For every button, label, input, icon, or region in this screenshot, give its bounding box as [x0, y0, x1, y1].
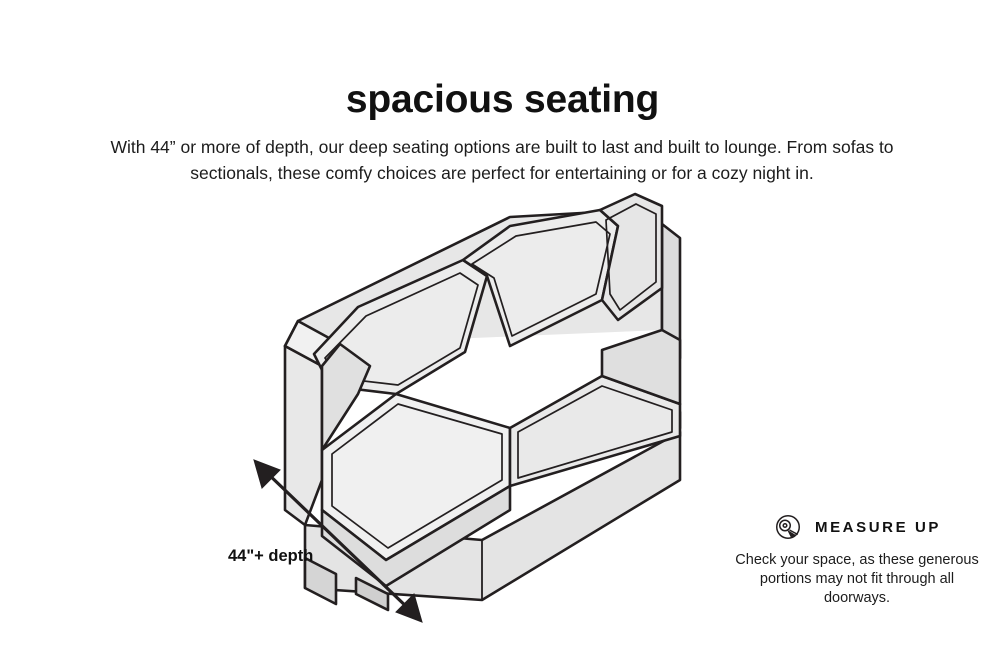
page-subtitle: With 44” or more of depth, our deep seating options are built to last and built to lounge. From sofas to sectionals, these comfy choices are perfect for entertaining or for a cozy night in. — [110, 136, 894, 183]
depth-label: 44"+ depth — [228, 547, 314, 565]
measure-up-header — [733, 512, 981, 542]
tape-measure-icon — [773, 512, 803, 542]
measure-up-callout — [733, 512, 981, 608]
measure-up-title: MEASURE UP — [814, 518, 941, 536]
depth-dimension-arrow — [240, 450, 440, 630]
page-title: spacious seating — [345, 78, 660, 122]
measure-up-body: Check your space, as these generous portions may not fit through all doorways. — [735, 552, 979, 606]
